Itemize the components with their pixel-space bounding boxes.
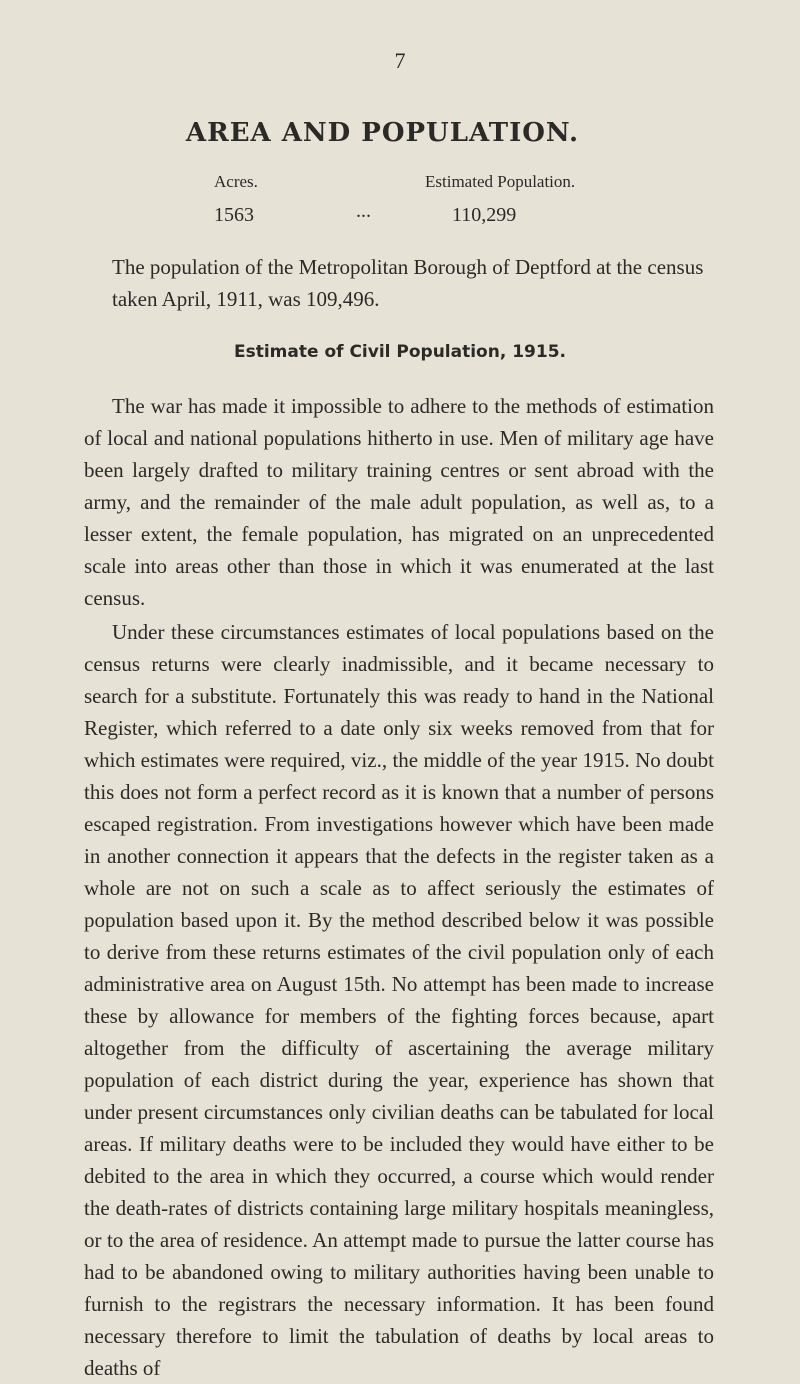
acres-label: Acres. [214,172,258,191]
table-separator: ... [356,200,371,222]
intro-paragraph [84,251,714,315]
acres-value: 1563 [214,204,254,226]
intro-text: The population of the Metropolitan Borough of Deptford at the census taken April, 1911, was 109,496. [112,255,704,311]
page-number: 7 [394,48,406,73]
body-text [84,390,714,1384]
paragraph-1: The war has made it impossible to adhere to the methods of estimation of local and national populations hitherto in use. Men of military age have been largely drafted to military training centres or sent abroad with the army, and the remainder of the male adult population, as well as, to a lesser extent, the female population, has migrated on an unprecedented scale into areas other than those in which it was enumerated at the last census. [84,394,714,610]
paragraph-2: Under these circumstances estimates of local populations based on the census returns were clearly inadmissible, and it became necessary to search for a substitute. Fortunately this was ready to hand in the National Register, which referred to a date only six weeks removed from that for which estimates were required, viz., the middle of the year 1915. No doubt this does not form a perfect record as it is known that a number of persons escaped registration. From investigations however which have been made in another connection it appears that the defects in the register taken as a whole are not on such a scale as to affect seriously the estimates of population based upon it. By the method described below it was possible to derive from these returns estimates of the civil population only of each administrative area on August 15th. No attempt has been made to increase these by allowance for members of the fighting forces because, apart altogether from the difficulty of ascertaining the average military population of each district during the year, experience has shown that under present circumstances only civilian deaths can be tabulated for local areas. If military deaths were to be included they would have either to be debited to the area in which they occurred, a course which would render the death-rates of districts containing large military hospitals meaningless, or to the area of residence. An attempt made to pursue the latter course has had to be abandoned owing to military authorities having been unable to furnish to the registrars the necessary information. It has been found necessary therefore to limit the tabulation of deaths by local areas to deaths of [84,620,714,1380]
population-value: 110,299 [452,204,517,226]
page-title: AREA AND POPULATION. [185,118,580,148]
population-label: Estimated Population. [425,172,576,191]
section-subheading: Estimate of Civil Population, 1915. [234,342,566,362]
